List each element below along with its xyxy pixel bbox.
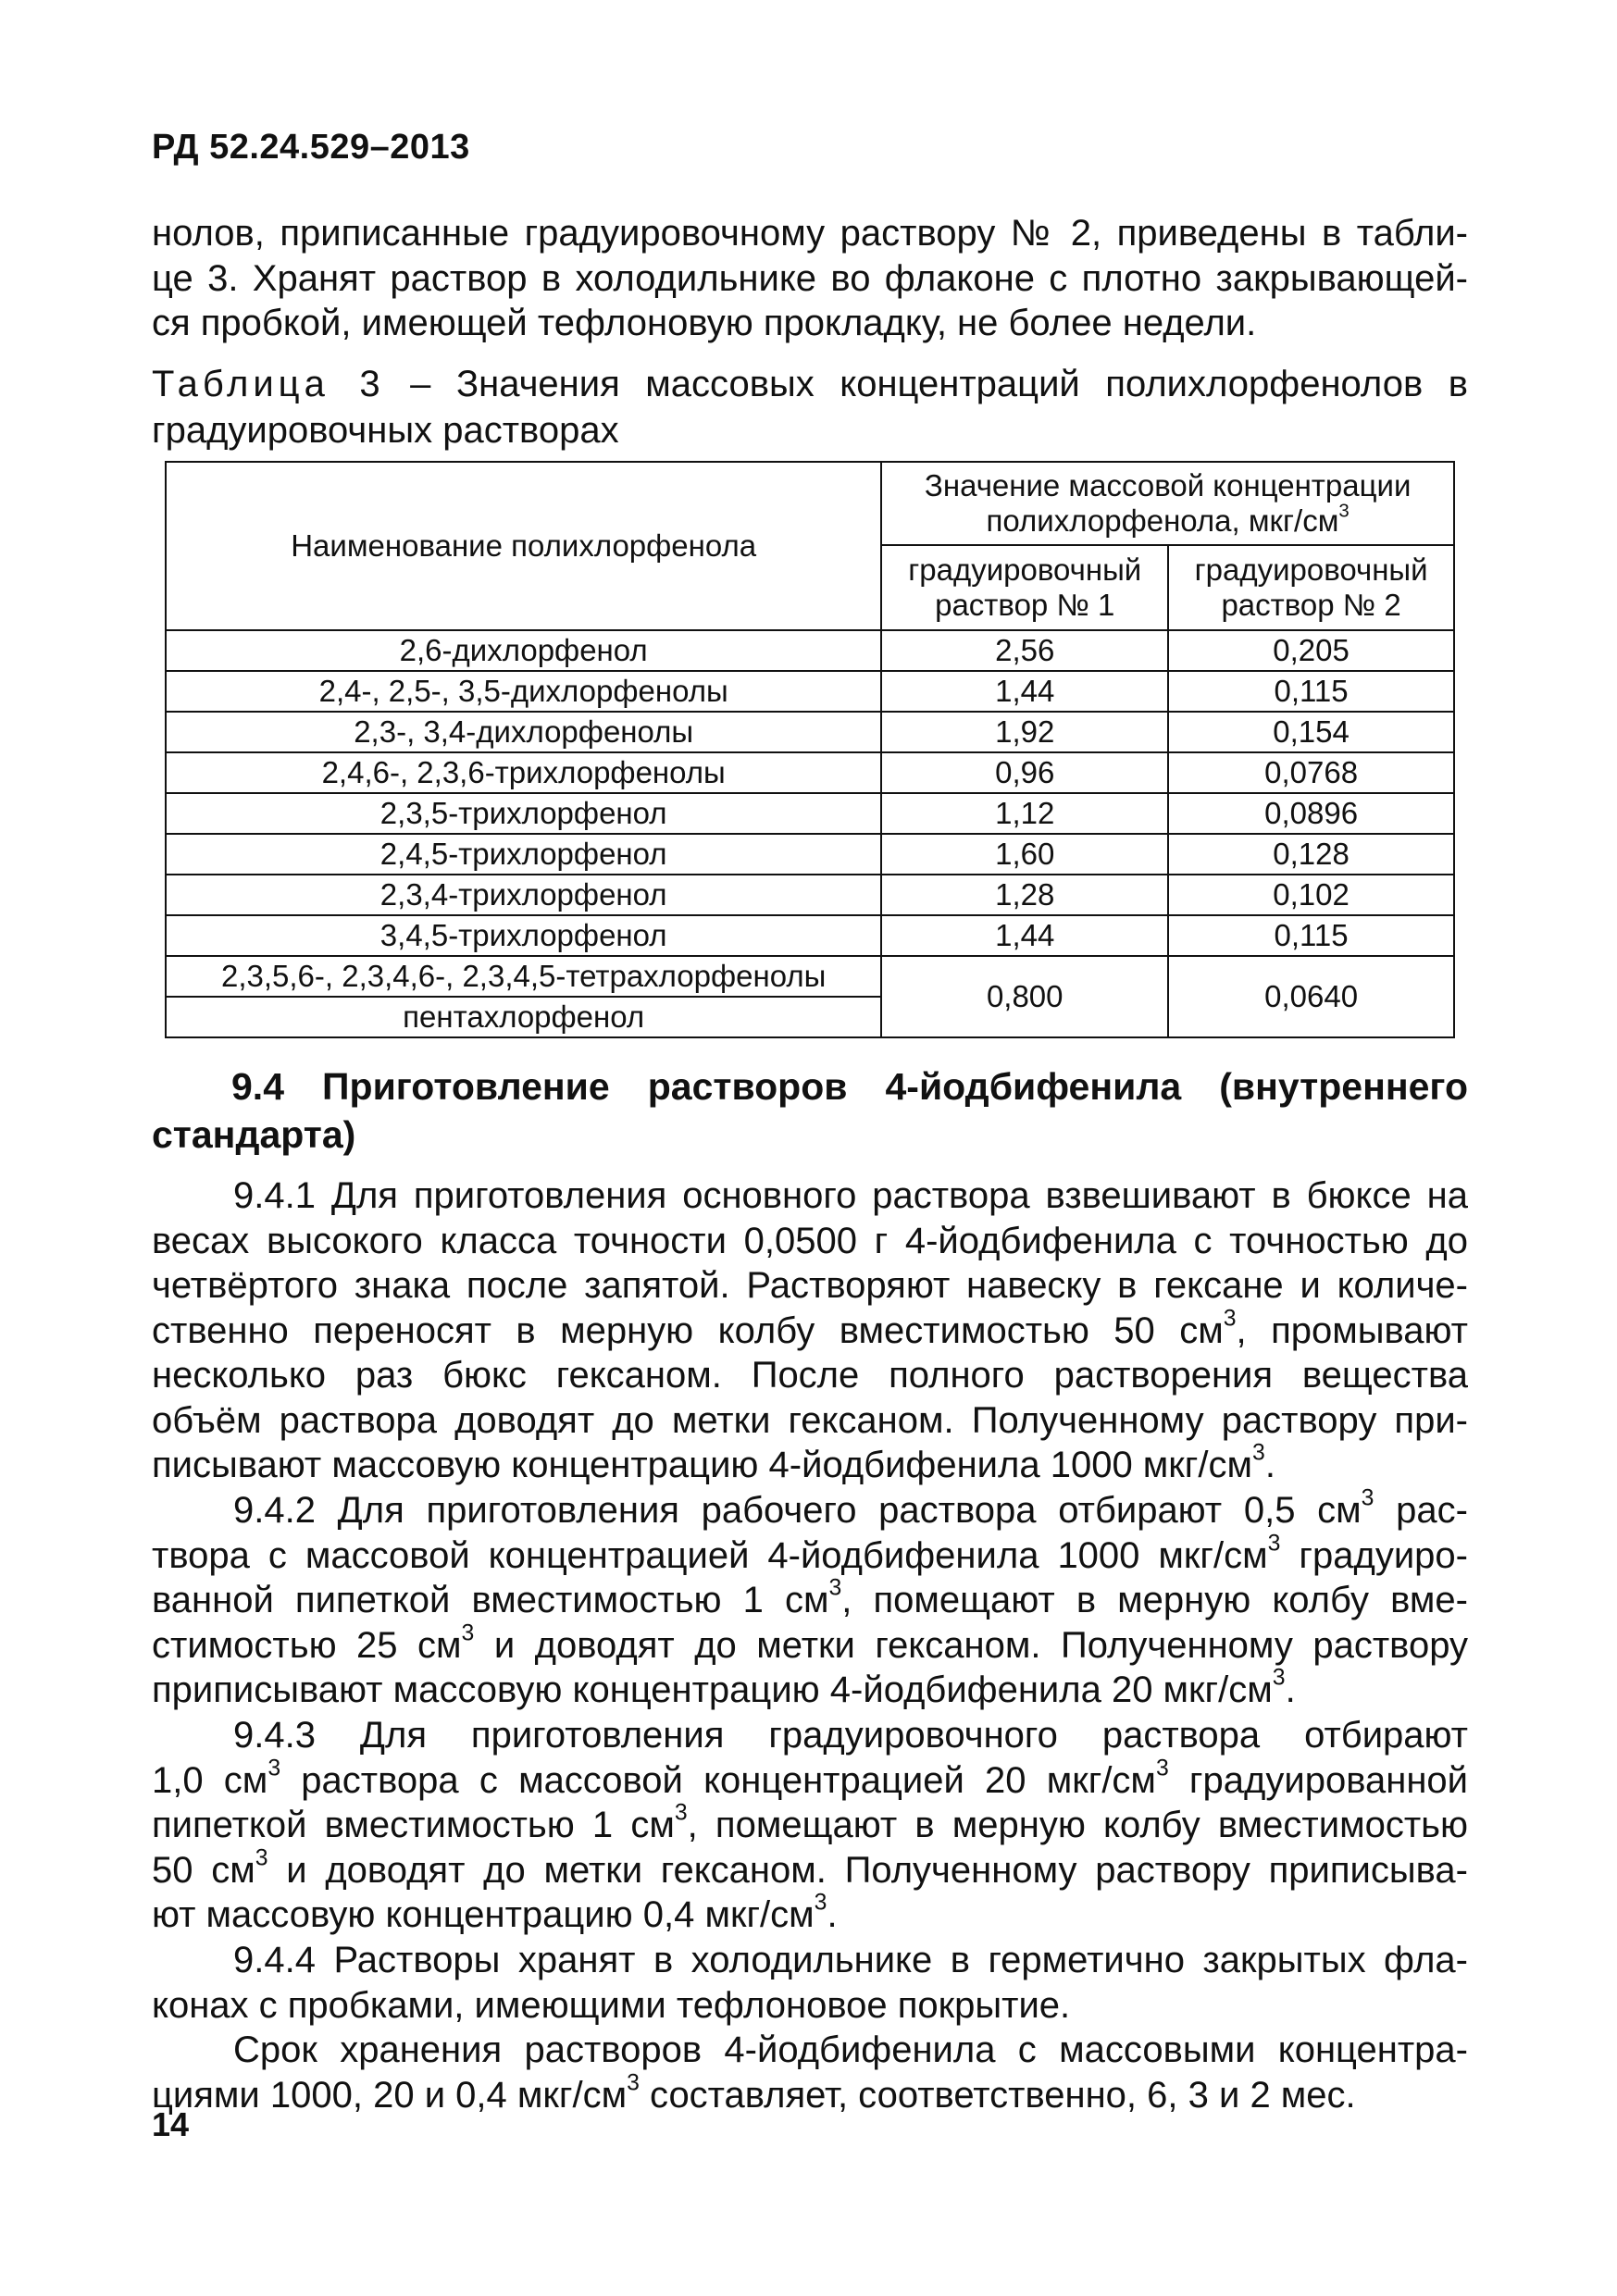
- text-line: циями 1000, 20 и 0,4 мкг/$см^3$ составляет, соответственно, 6, 3 и 2 мес.: [152, 2069, 1356, 2116]
- row-sol1: 1,44: [881, 671, 1168, 712]
- document-code: РД 52.24.529–2013: [152, 128, 470, 167]
- text-line: твора с массовой концентрацией 4-йодбифенила 1000 мкг/$см^3$ градуиро-: [152, 1530, 1468, 1576]
- row-name: 2,3,5,6-, 2,3,4,6-, 2,3,4,5-тетрахлорфенолы: [166, 956, 881, 997]
- row-name: 2,3-, 3,4-дихлорфенолы: [166, 712, 881, 752]
- row-sol2: 0,102: [1168, 875, 1454, 915]
- text-line: конах с пробками, имеющими тефлоновое покрытие.: [152, 1984, 1071, 2026]
- text-line: пипеткой вместимостью 1 $см^3$, помещают в мерную колбу вместимостью: [152, 1800, 1468, 1845]
- row-name: 2,4-, 2,5-, 3,5-дихлорфенолы: [166, 671, 881, 712]
- row-name: 2,4,5-трихлорфенол: [166, 834, 881, 875]
- row-name: пентахлорфенол: [166, 997, 881, 1037]
- caption-label: Таблица 3: [152, 364, 385, 404]
- table-caption: [152, 361, 1468, 453]
- table-row: [166, 915, 1454, 956]
- table-row: [166, 752, 1454, 793]
- row-name: 2,6-дихлорфенол: [166, 630, 881, 671]
- intro-paragraph: [152, 211, 1468, 346]
- text-line: Срок хранения растворов 4-йодбифенила с массовыми концентра-: [233, 2029, 1468, 2070]
- text-line: ванной пипеткой вместимостью 1 $см^3$, помещают в мерную колбу вме-: [152, 1575, 1468, 1620]
- caption-line-2: градуировочных растворах: [152, 410, 619, 451]
- paragraph-storage: [152, 2028, 1468, 2117]
- row-sol1: 1,44: [881, 915, 1168, 956]
- row-name: 2,4,6-, 2,3,6-трихлорфенолы: [166, 752, 881, 793]
- text-line: приписывают массовую концентрацию 4-йодбифенила 20 мкг/$см^3$.: [152, 1665, 1296, 1710]
- table-row: [166, 671, 1454, 712]
- text-line: 1,0 $см^3$ раствора с массовой концентрацией 20 мкг/$см^3$ градуированной: [152, 1755, 1469, 1801]
- row-sol2: 0,0896: [1168, 793, 1454, 834]
- concentration-table: [165, 461, 1455, 1038]
- heading-line: 9.4 Приготовление растворов 4-йодбифенила (внутреннего: [231, 1065, 1468, 1108]
- paragraph-9-4-1: [152, 1173, 1468, 1488]
- text-line: ственно переносят в мерную колбу вместимостью 50 $см^3$, промывают: [152, 1305, 1468, 1351]
- table-row: [166, 630, 1454, 671]
- paragraph-9-4-3: [152, 1713, 1468, 1938]
- text-line: несколько раз бюкс гексаном. После полного растворения вещества: [152, 1355, 1468, 1396]
- text-line: нолов, приписанные градуировочному раствору № 2, приведены в табли-: [152, 213, 1468, 254]
- row-sol1: 1,28: [881, 875, 1168, 915]
- table-row: [166, 875, 1454, 915]
- text-line: 9.4.1 Для приготовления основного раствора взвешивают в бюксе на: [233, 1175, 1468, 1216]
- paragraph-9-4-2: [152, 1485, 1468, 1713]
- text-line: 9.4.3 Для приготовления градуировочного раствора отбирают: [233, 1715, 1468, 1756]
- row-name: 2,3,5-трихлорфенол: [166, 793, 881, 834]
- header-solution-1: градуировочный раствор № 1: [881, 545, 1168, 630]
- row-sol1: 1,60: [881, 834, 1168, 875]
- header-concentration-group: Значение массовой концентрации полихлорфенола, мкг/$см^3$: [881, 462, 1454, 545]
- row-name: 3,4,5-трихлорфенол: [166, 915, 881, 956]
- text-line: писывают массовую концентрацию 4-йодбифенила 1000 мкг/$см^3$.: [152, 1440, 1275, 1485]
- section-heading: [152, 1062, 1468, 1159]
- row-sol2: 0,115: [1168, 671, 1454, 712]
- row-sol2: 0,205: [1168, 630, 1454, 671]
- table-row: [166, 834, 1454, 875]
- caption-line: [152, 361, 1468, 407]
- text-line: четвёртого знака после запятой. Растворяют навеску в гексане и количе-: [152, 1265, 1468, 1306]
- row-sol2: 0,0768: [1168, 752, 1454, 793]
- table-row: [166, 712, 1454, 752]
- page-number: 14: [152, 2105, 190, 2143]
- text-line: весах высокого класса точности 0,0500 г 4-йодбифенила с точностью до: [152, 1220, 1468, 1261]
- row-sol1: 1,92: [881, 712, 1168, 752]
- row-sol1: 1,12: [881, 793, 1168, 834]
- table-row: [166, 956, 1454, 997]
- row-sol1: 2,56: [881, 630, 1168, 671]
- row-sol2: 0,154: [1168, 712, 1454, 752]
- row-sol2: 0,115: [1168, 915, 1454, 956]
- text-line: объём раствора доводят до метки гексаном. Полученному раствору при-: [152, 1399, 1468, 1441]
- merged-sol2: 0,0640: [1168, 956, 1454, 1037]
- caption-text: – Значения массовых концентраций полихлорфенолов в: [384, 364, 1468, 404]
- merged-sol1: 0,800: [881, 956, 1168, 1037]
- text-line: 50 $см^3$ и доводят до метки гексаном. Полученному раствору приписыва-: [152, 1844, 1469, 1891]
- text-line: це 3. Хранят раствор в холодильнике во флаконе с плотно закрывающей-: [152, 257, 1468, 299]
- text-line: стимостью 25 $см^3$ и доводят до метки гексаном. Полученному раствору: [152, 1620, 1468, 1666]
- paragraph-9-4-4: [152, 1938, 1468, 2028]
- text-line: 9.4.2 Для приготовления рабочего раствора отбирают 0,5 $см^3$ рас-: [233, 1485, 1468, 1531]
- row-name: 2,3,4-трихлорфенол: [166, 875, 881, 915]
- row-sol2: 0,128: [1168, 834, 1454, 875]
- table-row: [166, 793, 1454, 834]
- header-solution-2: градуировочный раствор № 2: [1168, 545, 1454, 630]
- header-name-column: Наименование полихлорфенола: [166, 462, 881, 630]
- row-sol1: 0,96: [881, 752, 1168, 793]
- text-line: ют массовую концентрацию 0,4 мкг/$см^3$.: [152, 1890, 838, 1935]
- text-line: ся пробкой, имеющей тефлоновую прокладку, не более недели.: [152, 303, 1257, 343]
- heading-line: стандарта): [152, 1113, 356, 1156]
- text-line: 9.4.4 Растворы хранят в холодильнике в герметично закрытых фла-: [233, 1940, 1468, 1980]
